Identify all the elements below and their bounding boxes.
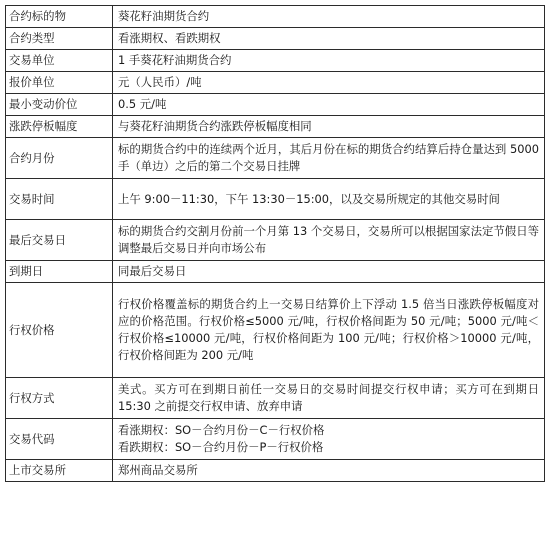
row-value: 与葵花籽油期货合约涨跌停板幅度相同 xyxy=(113,116,545,138)
contract-spec-table-wrapper xyxy=(5,5,545,482)
row-label: 涨跌停板幅度 xyxy=(6,116,113,138)
table-row xyxy=(6,116,545,138)
row-value: 看涨期权、看跌期权 xyxy=(113,28,545,50)
row-value xyxy=(113,419,545,460)
row-value: 1 手葵花籽油期货合约 xyxy=(113,50,545,72)
row-label: 行权方式 xyxy=(6,378,113,419)
row-label: 合约月份 xyxy=(6,138,113,179)
table-row xyxy=(6,138,545,179)
row-value: 美式。买方可在到期日前任一交易日的交易时间提交行权申请；买方可在到期日 15:30 之前提交行权申请、放弃申请 xyxy=(113,378,545,419)
table-row xyxy=(6,261,545,283)
row-value: 葵花籽油期货合约 xyxy=(113,6,545,28)
row-label: 交易单位 xyxy=(6,50,113,72)
row-value: 行权价格覆盖标的期货合约上一交易日结算价上下浮动 1.5 倍当日涨跌停板幅度对应的价格范围。行权价格≤5000 元/吨，行权价格间距为 50 元/吨；5000 元/吨＜行权价格≤10000 元/吨，行权价格间距为 100 元/吨；行权价格＞10000 元/吨，行权价格间距为 200 元/吨 xyxy=(113,283,545,378)
row-label: 最后交易日 xyxy=(6,220,113,261)
table-row xyxy=(6,179,545,220)
table-row xyxy=(6,378,545,419)
row-value: 郑州商品交易所 xyxy=(113,460,545,482)
table-row xyxy=(6,94,545,116)
row-label: 交易代码 xyxy=(6,419,113,460)
contract-spec-table xyxy=(5,5,545,482)
row-label: 行权价格 xyxy=(6,283,113,378)
row-label: 合约标的物 xyxy=(6,6,113,28)
table-row xyxy=(6,220,545,261)
call-option-code: 看涨期权：SO－合约月份－C－行权价格 xyxy=(118,423,325,437)
table-row xyxy=(6,283,545,378)
table-row xyxy=(6,72,545,94)
row-value: 0.5 元/吨 xyxy=(113,94,545,116)
row-label: 交易时间 xyxy=(6,179,113,220)
row-label: 到期日 xyxy=(6,261,113,283)
row-value: 元（人民币）/吨 xyxy=(113,72,545,94)
row-label: 合约类型 xyxy=(6,28,113,50)
row-label: 报价单位 xyxy=(6,72,113,94)
table-row xyxy=(6,460,545,482)
row-value: 标的期货合约中的连续两个近月，其后月份在标的期货合约结算后持仓量达到 5000 手（单边）之后的第二个交易日挂牌 xyxy=(113,138,545,179)
table-row xyxy=(6,419,545,460)
row-value: 上午 9:00－11:30，下午 13:30－15:00，以及交易所规定的其他交易时间 xyxy=(113,179,545,220)
put-option-code: 看跌期权：SO－合约月份－P－行权价格 xyxy=(118,440,324,454)
row-value: 标的期货合约交割月份前一个月第 13 个交易日，交易所可以根据国家法定节假日等调整最后交易日并向市场公布 xyxy=(113,220,545,261)
row-value: 同最后交易日 xyxy=(113,261,545,283)
table-row xyxy=(6,50,545,72)
table-row xyxy=(6,28,545,50)
row-label: 最小变动价位 xyxy=(6,94,113,116)
row-label: 上市交易所 xyxy=(6,460,113,482)
table-row xyxy=(6,6,545,28)
